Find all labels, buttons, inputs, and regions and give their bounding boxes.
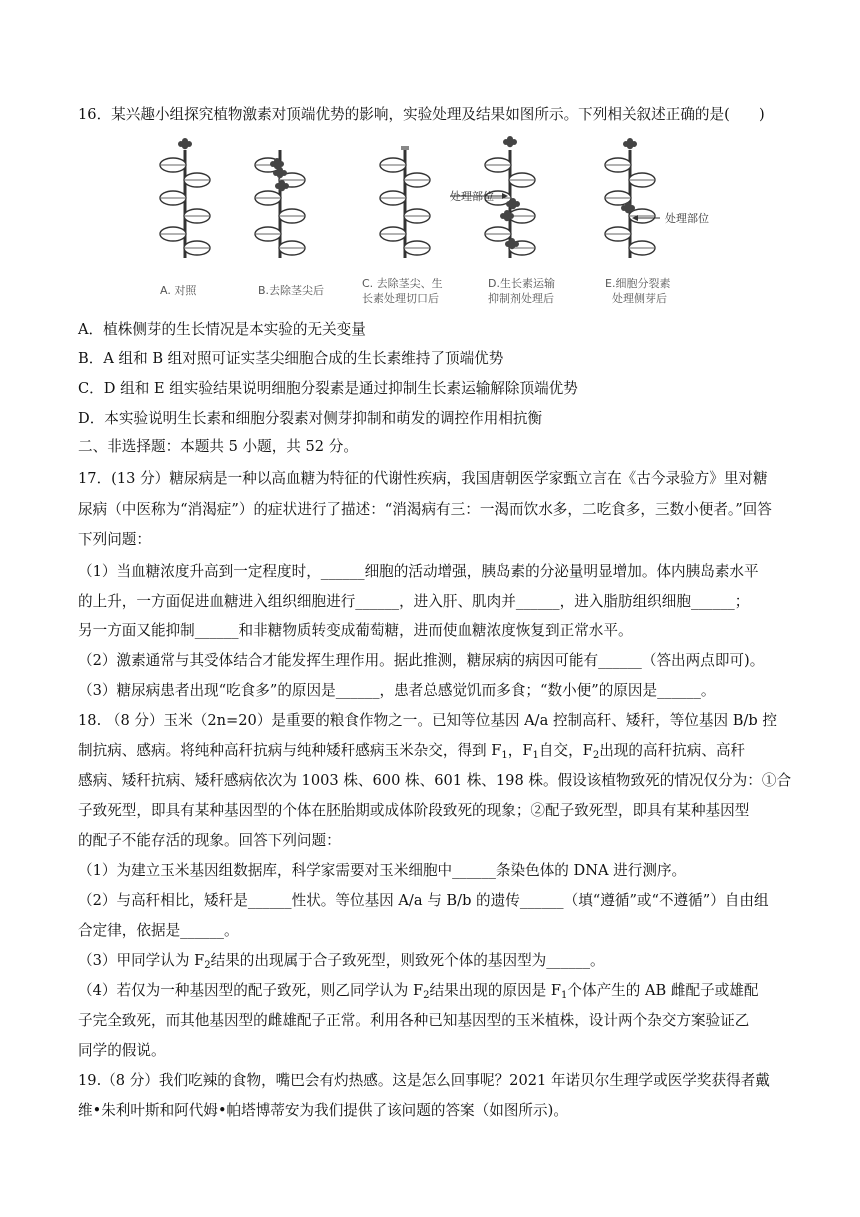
caption-d2: 抑制剂处理后: [488, 292, 554, 305]
section-2-heading: 二、非选择题：本题共 5 小题，共 52 分。: [78, 438, 358, 455]
plant-e: [605, 138, 660, 258]
label-treat-left: 处理部位: [450, 190, 494, 203]
q19-line-1: 19.（8 分）我们吃辣的食物，嘴巴会有灼热感。这是怎么回事呢？2021 年诺贝尔生理学或医学奖获得者戴: [78, 1072, 770, 1089]
q19-line-2: 维•朱利叶斯和阿代姆•帕塔博蒂安为我们提供了该问题的答案（如图所示)。: [78, 1102, 568, 1119]
caption-b: B.去除茎尖后: [258, 284, 325, 297]
q18-line-3: 感病、矮秆抗病、矮秆感病依次为 1003 株、600 株、601 株、198 株。假设该植物致死的情况仅分为：①合: [78, 772, 792, 789]
q18-line-1: 18. （8 分）玉米（2n=20）是重要的粮食作物之一。已知等位基因 A/a 控制高秆、矮秆，等位基因 B/b 控: [78, 712, 777, 729]
q17-line-4: （1）当血糖浓度升高到一定程度时，______细胞的活动增强，胰岛素的分泌量明显增加。体内胰岛素水平: [78, 563, 759, 580]
q17-line-1: 17．(13 分）糖尿病是一种以高血糖为特征的代谢性疾病，我国唐朝医学家甄立言在《古今录验方》里对糖: [78, 470, 768, 487]
caption-e2: 处理侧芽后: [612, 292, 667, 305]
q16-figure: [130, 130, 730, 315]
q18-line-11: 子完全致死，而其他基因型的雌雄配子正常。利用各种已知基因型的玉米植株，设计两个杂交方案验证乙: [78, 1012, 750, 1029]
q18-line-10: （4）若仅为一种基因型的配子致死，则乙同学认为 $F_2$结果出现的原因是 $F_1$个体产生的 AB 雌配子或雄配: [78, 982, 759, 1001]
plant-c: [380, 146, 430, 258]
q18-line-12: 同学的假说。: [78, 1042, 166, 1059]
q16-option-c: C．D 组和 E 组实验结果说明细胞分裂素是通过抑制生长素运输解除顶端优势: [78, 380, 578, 397]
q18-line-9: （3）甲同学认为 $F_2$结果的出现属于合子致死型，则致死个体的基因型为______。: [78, 952, 605, 971]
caption-c1: C. 去除茎尖、生: [362, 277, 443, 290]
q17-line-5: 的上升，一方面促进血糖进入组织细胞进行______，进入肝、肌肉并______，进入脂肪组织细胞______；: [78, 593, 750, 610]
q18-line-6: （1）为建立玉米基因组数据库，科学家需要对玉米细胞中______条染色体的 DNA 进行测序。: [78, 862, 687, 879]
label-treat-right: 处理部位: [665, 212, 709, 225]
plant-a: [160, 138, 210, 258]
q18-line-2: 制抗病、感病。将纯种高秆抗病与纯种矮秆感病玉米杂交，得到 $F_1$，$F_1$自交，$F_2$出现的高秆抗病、高秆: [78, 742, 746, 761]
q16-option-b: B．A 组和 B 组对照可证实茎尖细胞合成的生长素维持了顶端优势: [78, 350, 504, 367]
q17-line-3: 下列问题：: [78, 531, 151, 548]
q18-line-8: 合定律，依据是______。: [78, 922, 239, 939]
plant-experiment-diagram: [130, 130, 730, 315]
plant-b: [255, 150, 305, 258]
caption-c2: 长素处理切口后: [362, 292, 439, 305]
q17-line-6: 另一方面又能抑制______和非糖物质转变成葡萄糖，进而使血糖浓度恢复到正常水平。: [78, 622, 633, 639]
q18-line-7: （2）与高秆相比，矮秆是______性状。等位基因 A/a 与 B/b 的遗传______（填“遵循”或“不遵循”）自由组: [78, 892, 769, 909]
q16-stem: 16．某兴趣小组探究植物激素对顶端优势的影响，实验处理及结果如图所示。下列相关叙述正确的是( ): [78, 106, 765, 123]
q17-line-8: （3）糖尿病患者出现“吃食多”的原因是______，患者总感觉饥而多食；“数小便”的原因是______。: [78, 682, 716, 699]
q16-option-d: D．本实验说明生长素和细胞分裂素对侧芽抑制和萌发的调控作用相抗衡: [78, 410, 543, 427]
q18-line-4: 子致死型，即具有某种基因型的个体在胚胎期或成体阶段致死的现象；②配子致死型，即具有某种基因型: [78, 802, 750, 819]
q16-option-a: A．植株侧芽的生长情况是本实验的无关变量: [78, 321, 366, 338]
caption-e1: E.细胞分裂素: [605, 277, 671, 290]
q17-line-2: 尿病（中医称为“消渴症”）的症状进行了描述：“消渴病有三：一渴而饮水多，二吃食多，三数小便者。”回答: [78, 501, 772, 518]
q18-line-5: 的配子不能存活的现象。回答下列问题：: [78, 832, 341, 849]
caption-a: A. 对照: [160, 284, 197, 297]
caption-d1: D.生长素运输: [488, 277, 555, 290]
q17-line-7: （2）激素通常与其受体结合才能发挥生理作用。据此推测，糖尿病的病因可能有______（答出两点即可)。: [78, 652, 765, 669]
